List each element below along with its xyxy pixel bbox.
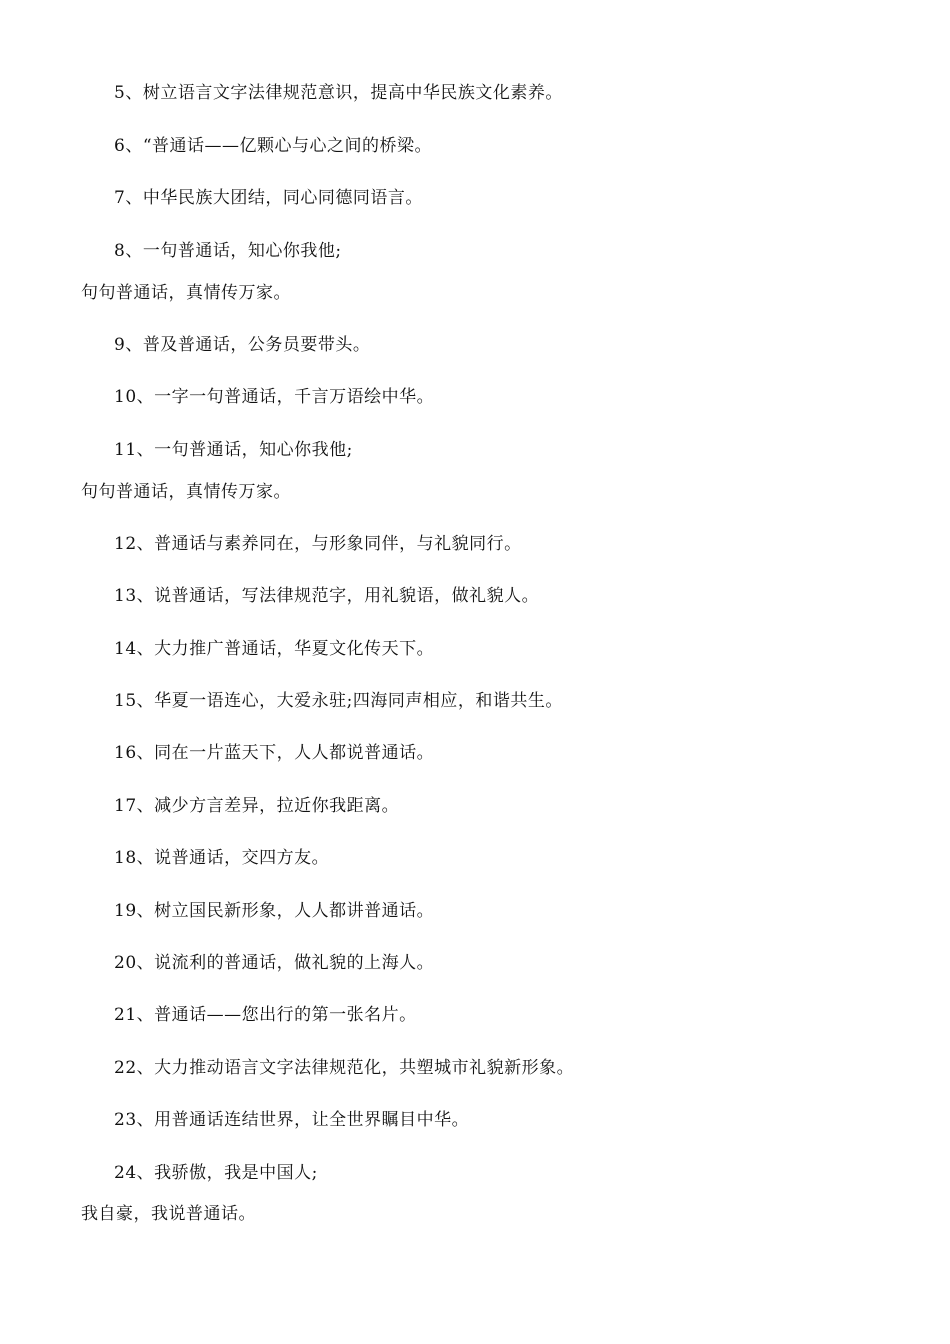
slogan-item-9: 9、普及普通话，公务员要带头。 (114, 335, 371, 355)
slogan-item-21: 21、普通话——您出行的第一张名片。 (114, 1005, 417, 1025)
slogan-item-13: 13、说普通话，写法律规范字，用礼貌语，做礼貌人。 (114, 586, 540, 606)
slogan-item-8: 8、一句普通话，知心你我他; (114, 241, 342, 261)
slogan-item-8-continuation: 句句普通话，真情传万家。 (81, 283, 291, 303)
slogan-item-6: 6、“普通话——亿颗心与心之间的桥梁。 (114, 136, 433, 156)
slogan-item-14: 14、大力推广普通话，华夏文化传天下。 (114, 639, 435, 659)
slogan-item-10: 10、一字一句普通话，千言万语绘中华。 (114, 387, 435, 407)
slogan-item-15: 15、华夏一语连心，大爱永驻;四海同声相应，和谐共生。 (114, 691, 563, 711)
slogan-item-24: 24、我骄傲，我是中国人; (114, 1163, 318, 1183)
slogan-item-18: 18、说普通话，交四方友。 (114, 848, 330, 868)
slogan-item-12: 12、普通话与素养同在，与形象同伴，与礼貌同行。 (114, 534, 522, 554)
slogan-item-5: 5、树立语言文字法律规范意识，提高中华民族文化素养。 (114, 83, 563, 103)
slogan-item-11: 11、一句普通话，知心你我他; (114, 440, 353, 460)
slogan-item-17: 17、减少方言差异，拉近你我距离。 (114, 796, 400, 816)
slogan-item-22: 22、大力推动语言文字法律规范化，共塑城市礼貌新形象。 (114, 1058, 575, 1078)
slogan-item-24-continuation: 我自豪，我说普通话。 (81, 1204, 256, 1224)
slogan-item-23: 23、用普通话连结世界，让全世界瞩目中华。 (114, 1110, 470, 1130)
slogan-item-19: 19、树立国民新形象，人人都讲普通话。 (114, 901, 435, 921)
slogan-item-11-continuation: 句句普通话，真情传万家。 (81, 482, 291, 502)
slogan-item-16: 16、同在一片蓝天下，人人都说普通话。 (114, 743, 435, 763)
slogan-item-7: 7、中华民族大团结，同心同德同语言。 (114, 188, 423, 208)
slogan-item-20: 20、说流利的普通话，做礼貌的上海人。 (114, 953, 435, 973)
